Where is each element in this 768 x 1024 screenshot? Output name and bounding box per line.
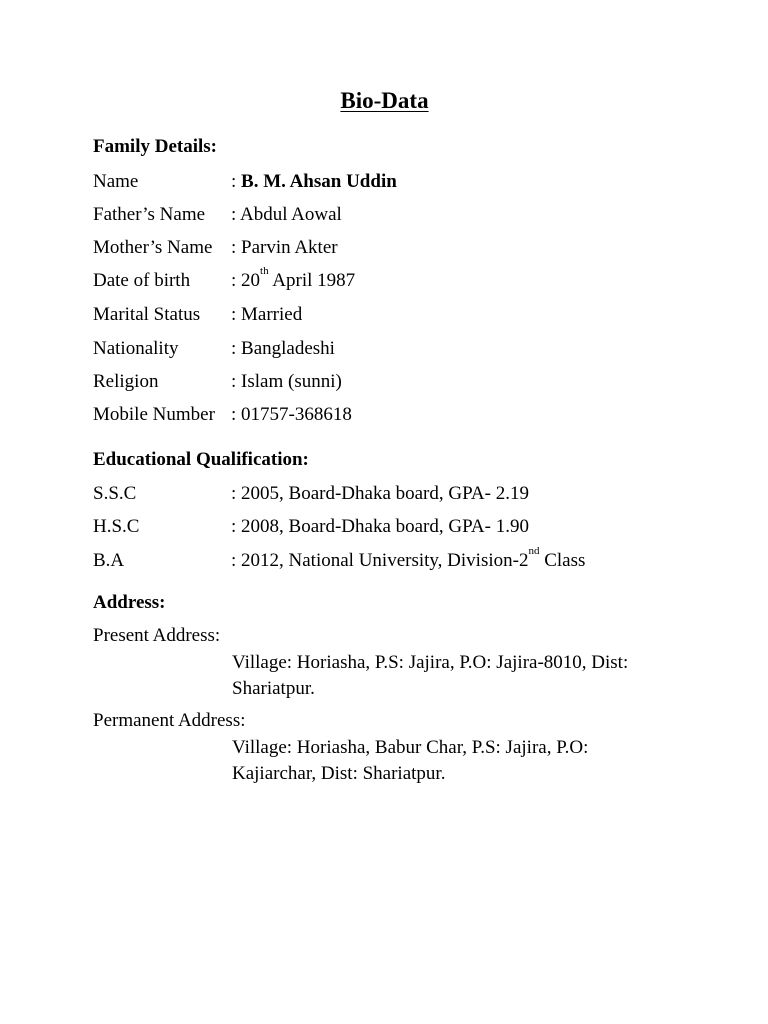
field-label: S.S.C: [93, 483, 137, 504]
field-value: Abdul Aowal: [239, 204, 342, 225]
family-details-heading: Family Details:: [93, 136, 218, 157]
field-value: 2008, Board-Dhaka board, GPA- 1.90: [241, 516, 529, 537]
field-label: Name: [93, 171, 139, 192]
permanent-address-text: [232, 735, 672, 787]
present-address-line: Shariatpur.: [232, 678, 315, 699]
field-label: H.S.C: [93, 516, 140, 537]
present-address-text: [232, 650, 672, 702]
field-separator: :: [231, 550, 237, 571]
field-label: Mobile Number: [93, 404, 215, 425]
field-row-ba: [93, 545, 586, 573]
field-value: Married: [241, 304, 303, 325]
field-separator: :: [231, 338, 237, 359]
field-row-hsc: [93, 515, 529, 539]
field-row-fathers-name: [93, 203, 342, 227]
field-separator: :: [231, 516, 237, 537]
field-value: 01757-368618: [241, 404, 352, 425]
field-label: Father’s Name: [93, 204, 206, 225]
field-row-mobile-number: [93, 403, 352, 427]
field-value: Islam (sunni): [241, 371, 342, 392]
field-value: 2005, Board-Dhaka board, GPA- 2.19: [241, 483, 529, 504]
field-label: Nationality: [93, 338, 179, 359]
field-separator: :: [231, 204, 237, 225]
document-title: Bio-Data: [340, 88, 429, 113]
present-address-label: Present Address:: [93, 625, 221, 646]
field-separator: :: [231, 404, 237, 425]
field-separator: :: [231, 270, 237, 291]
field-value: Parvin Akter: [241, 237, 338, 258]
field-separator: :: [231, 237, 237, 258]
field-value-suffix: April 1987: [268, 270, 356, 291]
field-label: Date of birth: [93, 270, 191, 291]
field-value: B. M. Ahsan Uddin: [241, 171, 397, 192]
field-value-suffix: Class: [539, 550, 586, 571]
field-row-name: [93, 170, 397, 194]
field-value-superscript: th: [260, 265, 269, 277]
field-label: Marital Status: [93, 304, 201, 325]
field-separator: :: [231, 371, 237, 392]
field-row-marital-status: [93, 303, 302, 327]
permanent-address-label: Permanent Address:: [93, 710, 246, 731]
field-label: Religion: [93, 371, 159, 392]
present-address-line: Village: Horiasha, P.S: Jajira, P.O: Jajira-8010, Dist:: [232, 652, 629, 673]
education-heading: Educational Qualification:: [93, 449, 309, 470]
field-row-religion: [93, 370, 342, 394]
field-value: Bangladeshi: [241, 338, 335, 359]
address-heading: Address:: [93, 592, 166, 613]
field-row-nationality: [93, 337, 335, 361]
field-label: B.A: [93, 550, 125, 571]
field-separator: :: [231, 171, 237, 192]
permanent-address-line: Kajiarchar, Dist: Shariatpur.: [232, 763, 446, 784]
field-value-superscript: nd: [528, 545, 540, 557]
field-row-ssc: [93, 482, 529, 506]
field-value-prefix: 2012, National University, Division-2: [241, 550, 529, 571]
field-separator: :: [231, 304, 237, 325]
field-value-prefix: 20: [241, 270, 261, 291]
permanent-address-line: Village: Horiasha, Babur Char, P.S: Jajira, P.O:: [232, 737, 589, 758]
field-label: Mother’s Name: [93, 237, 213, 258]
field-separator: :: [231, 483, 237, 504]
field-row-date-of-birth: [93, 265, 356, 293]
field-row-mothers-name: [93, 236, 338, 260]
